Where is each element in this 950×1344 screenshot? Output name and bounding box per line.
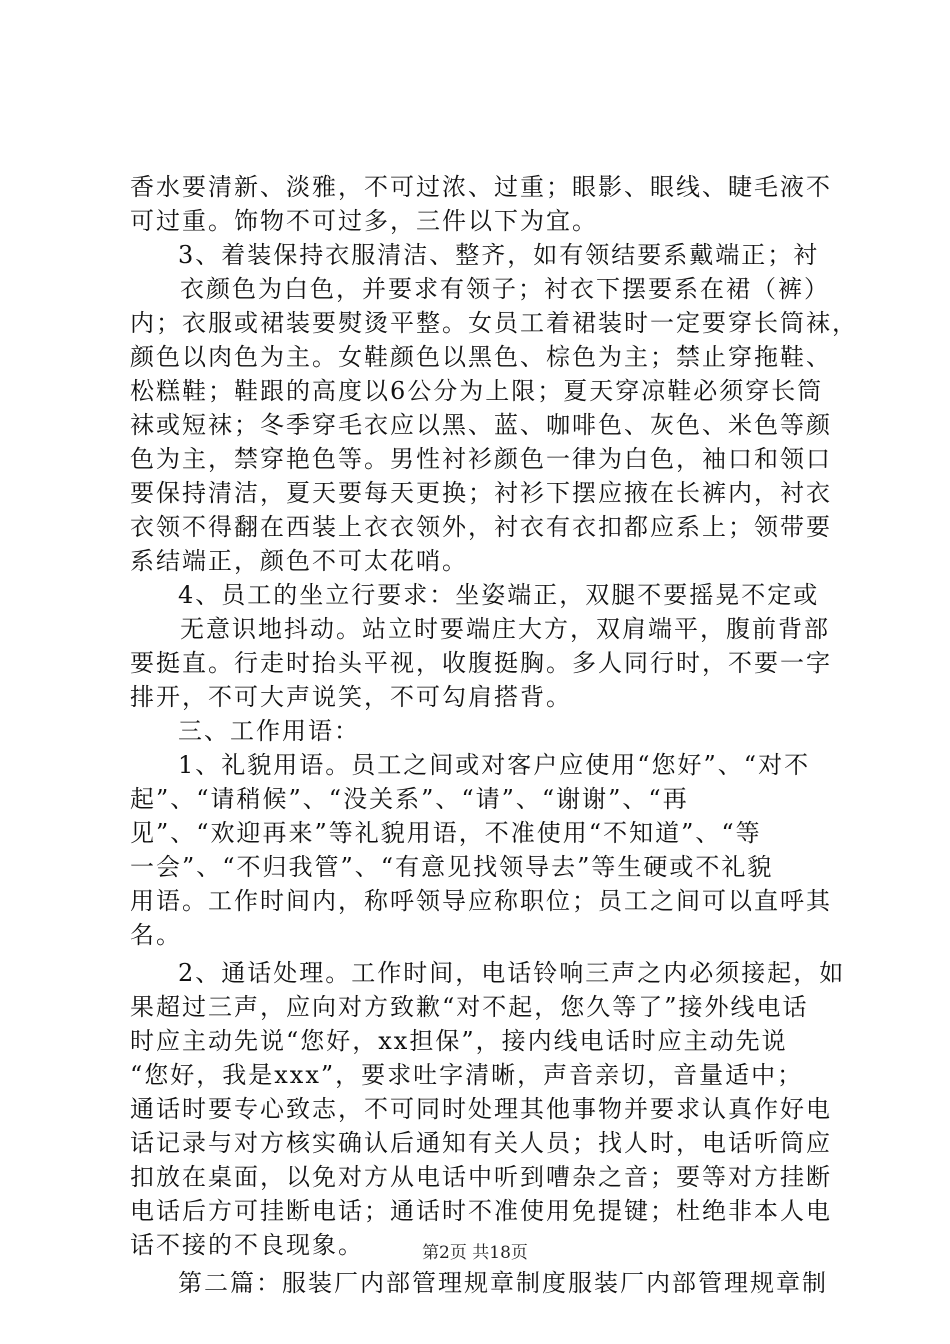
page-number-footer: 第2页 共18页	[422, 1243, 528, 1263]
text-line-7: 松糕鞋；鞋跟的高度以6公分为上限；夏天穿凉鞋必须穿长筒	[130, 377, 824, 405]
text-line-3: 3、着装保持衣服清洁、整齐，如有领结要系戴端正；衬	[178, 241, 820, 269]
text-line-2: 可过重。饰物不可过多，三件以下为宜。	[130, 207, 598, 235]
text-line-16: 排开，不可大声说笑，不可勾肩搭背。	[130, 683, 572, 711]
text-line-27: “您好，我是xxx”，要求吐字清晰，声音亲切，音量适中；	[130, 1061, 804, 1089]
text-line-22: 用语。工作时间内，称呼领导应称职位；员工之间可以直呼其	[130, 887, 832, 915]
text-line-13: 4、员工的坐立行要求：坐姿端正，双腿不要摇晃不定或	[178, 581, 820, 609]
text-line-26: 时应主动先说“您好，xx担保”，接内线电话时应主动先说	[130, 1027, 788, 1055]
text-line-21: 一会”、“不归我管”、“有意见找领导去”等生硬或不礼貌	[130, 853, 774, 881]
chapter-heading: 第二篇：服装厂内部管理规章制度服装厂内部管理规章制	[178, 1269, 828, 1297]
text-line-29: 话记录与对方核实确认后通知有关人员；找人时，电话听筒应	[130, 1129, 832, 1157]
text-line-18: 1、礼貌用语。员工之间或对客户应使用“您好”、“对不	[178, 751, 811, 779]
text-line-8: 袜或短袜；冬季穿毛衣应以黑、蓝、咖啡色、灰色、米色等颜	[130, 411, 832, 439]
text-line-15: 要挺直。行走时抬头平视，收腹挺胸。多人同行时，不要一字	[130, 649, 832, 677]
text-line-5: 内；衣服或裙装要熨烫平整。女员工着裙装时一定要穿长筒袜，	[130, 309, 858, 337]
text-line-10: 要保持清洁，夏天要每天更换；衬衫下摆应掖在长裤内，衬衣	[130, 479, 832, 507]
text-line-6: 颜色以肉色为主。女鞋颜色以黑色、棕色为主；禁止穿拖鞋、	[130, 343, 832, 371]
text-line-30: 扣放在桌面，以免对方从电话中听到嘈杂之音；要等对方挂断	[130, 1163, 832, 1191]
text-line-28: 通话时要专心致志，不可同时处理其他事物并要求认真作好电	[130, 1095, 832, 1123]
text-line-31: 电话后方可挂断电话；通话时不准使用免提键；杜绝非本人电	[130, 1197, 832, 1225]
text-line-4: 衣颜色为白色，并要求有领子；衬衣下摆要系在裙（裤）	[180, 275, 830, 303]
text-line-32: 话不接的不良现象。	[130, 1231, 364, 1259]
text-line-1: 香水要清新、淡雅，不可过浓、过重；眼影、眼线、睫毛液不	[130, 173, 832, 201]
text-line-14: 无意识地抖动。站立时要端庄大方，双肩端平，腹前背部	[180, 615, 830, 643]
text-line-9: 色为主，禁穿艳色等。男性衬衫颜色一律为白色，袖口和领口	[130, 445, 832, 473]
text-line-11: 衣领不得翻在西装上衣衣领外，衬衣有衣扣都应系上；领带要	[130, 513, 832, 541]
text-line-24: 2、通话处理。工作时间，电话铃响三声之内必须接起，如	[178, 959, 846, 987]
text-line-25: 果超过三声，应向对方致歉“对不起，您久等了”接外线电话	[130, 993, 809, 1021]
text-line-23: 名。	[130, 921, 182, 949]
section-heading: 三、工作用语：	[178, 717, 360, 745]
text-line-12: 系结端正，颜色不可太花哨。	[130, 547, 468, 575]
text-line-19: 起”、“请稍候”、“没关系”、“请”、“谢谢”、“再	[130, 785, 689, 813]
text-line-20: 见”、“欢迎再来”等礼貌用语，不准使用“不知道”、“等	[130, 819, 762, 847]
